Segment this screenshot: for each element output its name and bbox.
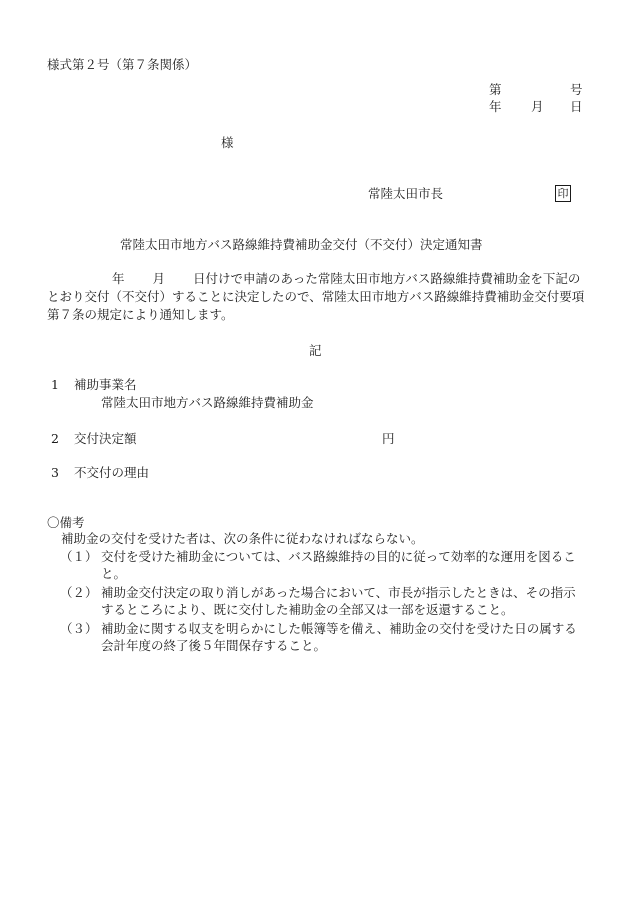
condition-number: （３） (60, 621, 98, 636)
condition-number: （２） (60, 585, 98, 600)
condition-item (60, 548, 588, 582)
item-label-project-name: 補助事業名 (74, 377, 137, 392)
ki-heading: 記 (309, 343, 322, 358)
document-number-prefix: 第 (489, 82, 502, 97)
seal-mark: 印 (555, 185, 571, 202)
document-number-suffix: 号 (570, 82, 583, 97)
item-number: 3 (51, 465, 59, 480)
body-year-label: 年 (112, 271, 125, 286)
date-day-label: 日 (570, 99, 583, 114)
condition-item (60, 620, 588, 654)
date-month-label: 月 (531, 99, 544, 114)
item-unit-yen: 円 (382, 431, 395, 446)
date-year-label: 年 (489, 99, 502, 114)
form-number: 様式第２号（第７条関係） (47, 57, 198, 72)
item-label-non-grant-reason: 不交付の理由 (74, 465, 150, 480)
condition-text: 補助金に関する収支を明らかにした帳簿等を備え、補助金の交付を受けた日の属する会計年度の終了後５年間保存すること。 (101, 621, 577, 653)
item-value-project-name: 常陸太田市地方バス路線維持費補助金 (101, 395, 314, 410)
notes-heading: 〇備考 (47, 515, 85, 530)
item-number: 1 (51, 377, 59, 392)
item-label-grant-amount: 交付決定額 (74, 431, 137, 446)
addressee-honorific: 様 (221, 135, 234, 150)
condition-text: 交付を受けた補助金については、バス路線維持の目的に従って効率的な運用を図ること。 (101, 549, 576, 581)
condition-number: （１） (60, 549, 98, 564)
body-paragraph (47, 270, 587, 324)
body-text: 日付けで申請のあった常陸太田市地方バス路線維持費補助金を下記のとおり交付（不交付）することに決定したので、常陸太田市地方バス路線維持費補助金交付要項第７条の規定により通知します。 (47, 271, 585, 322)
condition-text: 補助金交付決定の取り消しがあった場合において、市長が指示したときは、その指示するところにより、既に交付した補助金の全部又は一部を返還すること。 (101, 585, 576, 617)
body-month-label: 月 (152, 271, 166, 286)
condition-item (60, 584, 588, 618)
item-number: 2 (51, 431, 59, 446)
notes-intro: 補助金の交付を受けた者は、次の条件に従わなければならない。 (61, 531, 424, 546)
document-title: 常陸太田市地方バス路線維持費補助金交付（不交付）決定通知書 (120, 237, 483, 252)
sender-name: 常陸太田市長 (368, 186, 444, 201)
